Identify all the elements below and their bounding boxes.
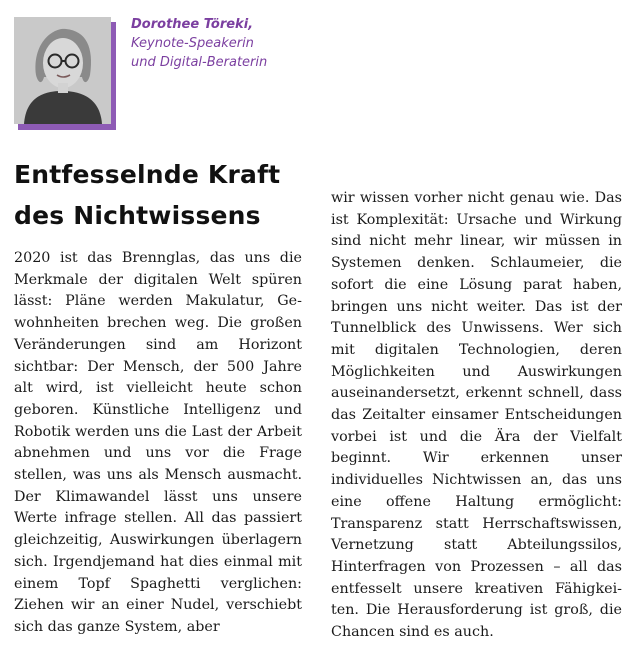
headline-line-2: des Nichtwissens [14, 201, 261, 230]
body-column-left [14, 248, 302, 639]
body-text-left: 2020 ist das Brennglas, das uns die Merkmale der digitalen Welt spüren lässt: Pläne werden Makulatur, Gewohnheiten brechen weg. Die großen Veränderungen sind am Horizont sichtbar: Der Mensch, der 500 Jahre alt wird, ist vielleicht heute schon geboren. Künstliche Intelligenz und Robotik werden uns die Last der Arbeit abnehmen und uns vor die Frage stellen, was uns als Mensch ausmacht. Der Klimawandel lässt uns unsere Werte infrage stellen. All das passiert gleichzeitig, Auswirkungen überlagern sich. Irgendjemand hat dies einmal mit einem Topf Spaghetti verglichen: Ziehen wir an einer Nudel, verschiebt sich das ganze System, aber [14, 250, 302, 635]
author-portrait [14, 17, 111, 124]
author-name: Dorothee Töreki, [131, 17, 254, 32]
author-byline [131, 15, 267, 72]
author-role-line-2: und Digital-Beraterin [131, 55, 268, 70]
headline-line-1: Entfesselnde Kraft [14, 160, 281, 189]
body-column-right [331, 188, 622, 644]
body-text-right: wir wissen vorher nicht genau wie. Das ist Komplexität: Ursache und Wirkung sind nicht mehr linear, wir müssen in Systemen denken. Schlaumeier, die sofort die eine Lösung parat haben, bringen uns nicht weiter. Das ist der Tunnelblick des Unwissens. Wer sich mit digitalen Technologien, deren Möglichkeiten und Auswirkungen auseinandersetzt, erkennt schnell, dass das Zeitalter einsamer Entscheidungen vorbei ist und die Ära der Vielfalt beginnt. Wir erkennen unser individuelles Nichtwissen an, das uns eine offene Haltung ermöglicht: Transparenz statt Herrschaftswissen, Vernetzung statt Abteilungssilos, Hinterfragen von Prozessen – all das entfesselt unsere kreativen Fähigkeiten. Die Herausforderung ist groß, die Chancen sind es auch. [331, 190, 622, 641]
author-role-line-1: Keynote-Speakerin [131, 36, 254, 51]
article-headline [14, 154, 314, 236]
